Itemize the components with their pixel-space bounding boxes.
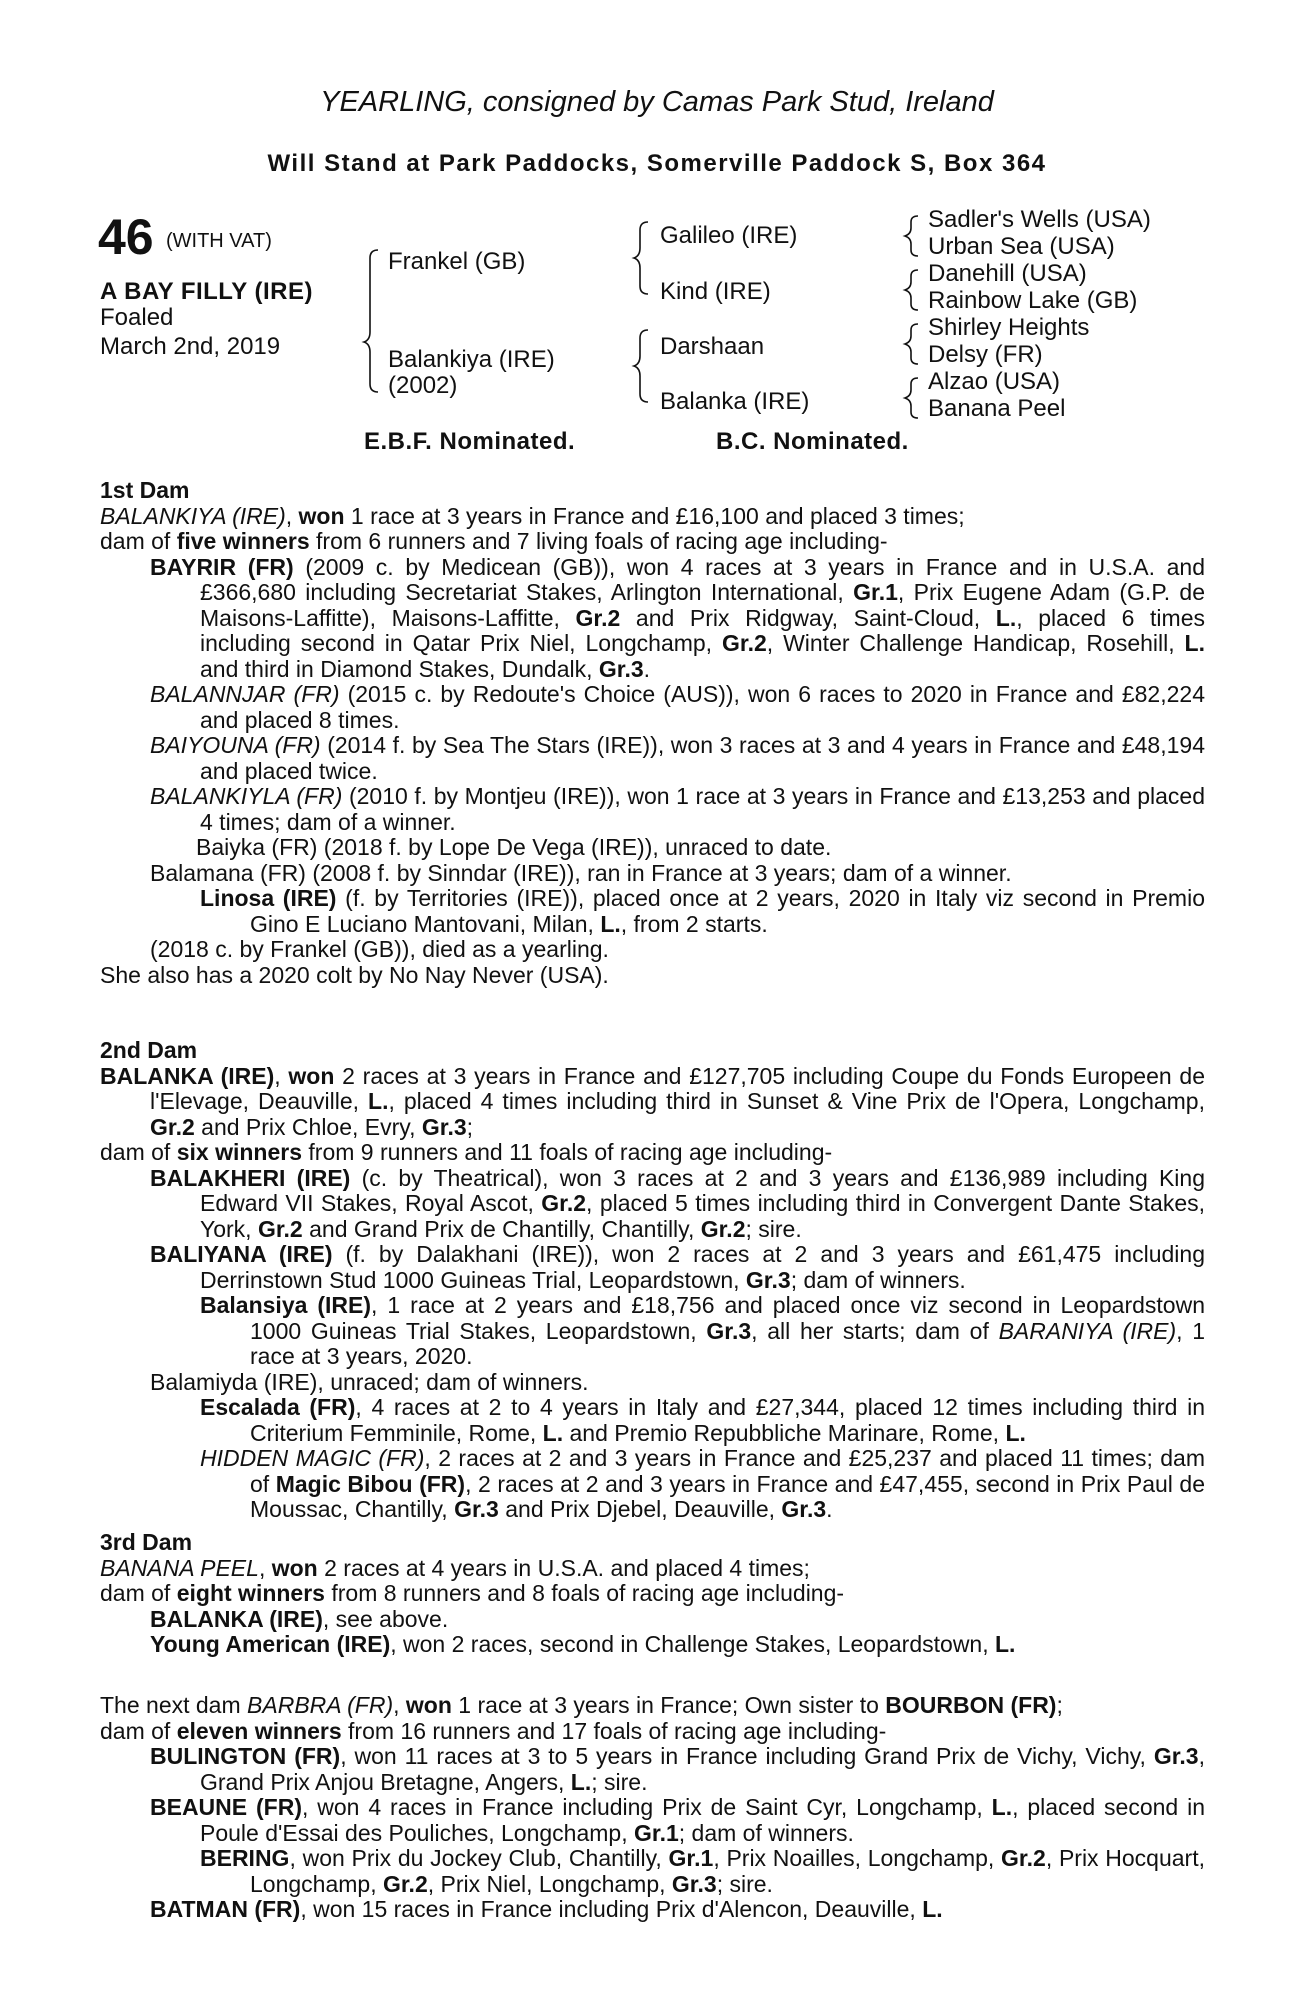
pedigree-dam: Balankiya (IRE) [388, 346, 555, 373]
entry-batman: BATMAN (FR), won 15 races in France including Prix d'Alencon, Deauville, L. [150, 1896, 943, 1922]
first-dam-produce-line: dam of five winners from 6 runners and 7 living foals of racing age including- [100, 528, 888, 554]
pedigree-sire-dam: Kind (IRE) [660, 278, 771, 305]
pedigree-dam-dam: Balanka (IRE) [660, 388, 810, 415]
first-dam-line: BALANKIYA (IRE), won 1 race at 3 years in France and £16,100 and placed 3 times; [100, 502, 965, 529]
entry-hidden-magic: HIDDEN MAGIC (FR), 2 races at 2 and 3 years in France and £25,237 and placed 11 times; dam of Magic Bibou (FR), 2 races at 2 and 3 years in France and £47,455, second in Prix Paul de Moussac, Chantilly, Gr.3 and Prix Djebel, Deauville, Gr.3. [200, 1445, 1206, 1522]
entry-bering: BERING, won Prix du Jockey Club, Chantilly, Gr.1, Prix Noailles, Longchamp, Gr.2, Prix Hocquart, Longchamp, Gr.2, Prix Niel, Longchamp, Gr.3; sire. [200, 1845, 1205, 1897]
pedigree-dam-year: (2002) [388, 372, 458, 399]
next-dam-line: The next dam BARBRA (FR), won 1 race at 3 years in France; Own sister to BOURBON (FR); [100, 1692, 1063, 1718]
entry-frankel-colt: (2018 c. by Frankel (GB)), died as a yearling. [150, 936, 609, 962]
entry-bayrir: BAYRIR (FR) (2009 c. by Medicean (GB)), won 4 races at 3 years in France and in U.S.A. and £366,680 including Secretariat Stakes, Arlington International, Gr.1, Prix Eugene Adam (G.P. de Maisons-Laffitte), Maisons-Laffitte, Gr.2 and Prix Ridgway, Saint-Cloud, L., placed 6 times including second in Qatar Prix Niel, Longchamp, Gr.2, Winter Challenge Handicap, Rosehill, L. and third in Diamond Stakes, Dundalk, Gr.3. [150, 553, 1206, 682]
entry-beaune: BEAUNE (FR), won 4 races in France including Prix de Saint Cyr, Longchamp, L., placed second in Poule d'Essai des Pouliches, Longchamp, Gr.1; dam of winners. [150, 1794, 1206, 1846]
entry-balamiyda: Balamiyda (IRE), unraced; dam of winners. [150, 1368, 589, 1395]
consignment-title: YEARLING, consigned by Camas Park Stud, Ireland [320, 86, 994, 118]
lot-vat: (WITH VAT) [166, 230, 272, 252]
pedigree-g3-8: Banana Peel [928, 395, 1066, 422]
first-dam-section [100, 478, 1205, 988]
pedigree-g3-5: Shirley Heights [928, 314, 1090, 341]
pedigree-g3-2: Urban Sea (USA) [928, 233, 1115, 260]
entry-linosa: Linosa (IRE) (f. by Territories (IRE)), placed once at 2 years, 2020 in Italy viz second in Premio Gino E Luciano Mantovani, Milan, L., from 2 starts. [200, 885, 1205, 937]
entry-balakheri: BALAKHERI (IRE) (c. by Theatrical), won 3 races at 2 and 3 years and £136,989 including King Edward VII Stakes, Royal Ascot, Gr.2, placed 5 times including third in Convergent Dante Stakes, York, Gr.2 and Grand Prix de Chantilly, Chantilly, Gr.2; sire. [150, 1164, 1206, 1242]
foaled-label: Foaled [100, 304, 174, 331]
third-dam-produce-line: dam of eight winners from 8 runners and 8 foals of racing age including- [100, 1580, 845, 1606]
stand-location: Will Stand at Park Paddocks, Somerville Paddock S, Box 364 [267, 150, 1047, 177]
lot-number: 46 [98, 209, 154, 265]
entry-baiyka: Baiyka (FR) (2018 f. by Lope De Vega (IRE)), unraced to date. [196, 834, 832, 860]
pedigree-g3-7: Alzao (USA) [928, 368, 1061, 395]
foaled-date: March 2nd, 2019 [100, 333, 281, 360]
second-dam-produce-line: dam of six winners from 9 runners and 11 foals of racing age including- [100, 1139, 833, 1165]
pedigree-sire: Frankel (GB) [388, 248, 526, 275]
entry-baiyouna: BAIYOUNA (FR) (2014 f. by Sea The Stars (IRE)), won 3 races at 3 and 4 years in France and £48,194 and placed twice. [150, 732, 1205, 784]
entry-escalada: Escalada (FR), 4 races at 2 to 4 years in Italy and £27,344, placed 12 times including third in Criterium Femminile, Rome, L. and Premio Repubbliche Marinare, Rome, L. [200, 1394, 1205, 1446]
entry-2020-colt: She also has a 2020 colt by No Nay Never (USA). [100, 961, 609, 988]
next-dam-section [100, 1693, 1205, 1923]
pedigree-g3-1: Sadler's Wells (USA) [928, 206, 1151, 233]
pedigree-g3-4: Rainbow Lake (GB) [928, 287, 1138, 314]
entry-balamana: Balamana (FR) (2008 f. by Sinndar (IRE)), ran in France at 3 years; dam of a winner. [150, 859, 1012, 886]
second-dam-line: BALANKA (IRE), won 2 races at 3 years in France and £127,705 including Coupe du Fonds Europeen de l'Elevage, Deauville, L., placed 4 times including third in Sunset & Vine Prix de l'Opera, Longchamp, Gr.2 and Prix Chloe, Evry, Gr.3; [100, 1062, 1206, 1140]
ebf-nominated: E.B.F. Nominated. [364, 428, 576, 455]
entry-balanka: BALANKA (IRE), see above. [150, 1605, 449, 1632]
entry-baliyana: BALIYANA (IRE) (f. by Dalakhani (IRE)), won 2 races at 2 and 3 years and £61,475 including Derrinstown Stud 1000 Guineas Trial, Leopardstown, Gr.3; dam of winners. [150, 1241, 1205, 1293]
entry-balankiyla: BALANKIYLA (FR) (2010 f. by Montjeu (IRE)), won 1 race at 3 years in France and £13,253 and placed 4 times; dam of a winner. [150, 783, 1205, 835]
pedigree-dam-sire: Darshaan [660, 333, 765, 360]
pedigree-g3-3: Danehill (USA) [928, 260, 1087, 287]
pedigree-g3-6: Delsy (FR) [928, 341, 1043, 368]
entry-bulington: BULINGTON (FR), won 11 races at 3 to 5 years in France including Grand Prix de Vichy, Vichy, Gr.3, Grand Prix Anjou Bretagne, Angers, L.; sire. [150, 1743, 1205, 1795]
second-dam-heading: 2nd Dam [100, 1037, 198, 1063]
entry-balannjar: BALANNJAR (FR) (2015 c. by Redoute's Choice (AUS)), won 6 races to 2020 in France and £82,224 and placed 8 times. [150, 681, 1205, 733]
entry-balansiya: Balansiya (IRE), 1 race at 2 years and £18,756 and placed once viz second in Leopardstown 1000 Guineas Trial Stakes, Leopardstown, Gr.3, all her starts; dam of BARANIYA (IRE), 1 race at 3 years, 2020. [200, 1292, 1206, 1369]
bc-nominated: B.C. Nominated. [716, 428, 909, 455]
third-dam-heading: 3rd Dam [100, 1529, 193, 1555]
second-dam-section [100, 1038, 1205, 1523]
entry-young-american: Young American (IRE), won 2 races, second in Challenge Stakes, Leopardstown, L. [150, 1631, 1016, 1657]
third-dam-section [100, 1530, 1205, 1658]
next-dam-produce-line: dam of eleven winners from 16 runners and 17 foals of racing age including- [100, 1717, 887, 1744]
pedigree-sire-sire: Galileo (IRE) [660, 222, 798, 249]
first-dam-heading: 1st Dam [100, 477, 190, 503]
third-dam-line: BANANA PEEL, won 2 races at 4 years in U.S.A. and placed 4 times; [100, 1554, 810, 1581]
horse-name: A BAY FILLY (IRE) [100, 278, 313, 305]
